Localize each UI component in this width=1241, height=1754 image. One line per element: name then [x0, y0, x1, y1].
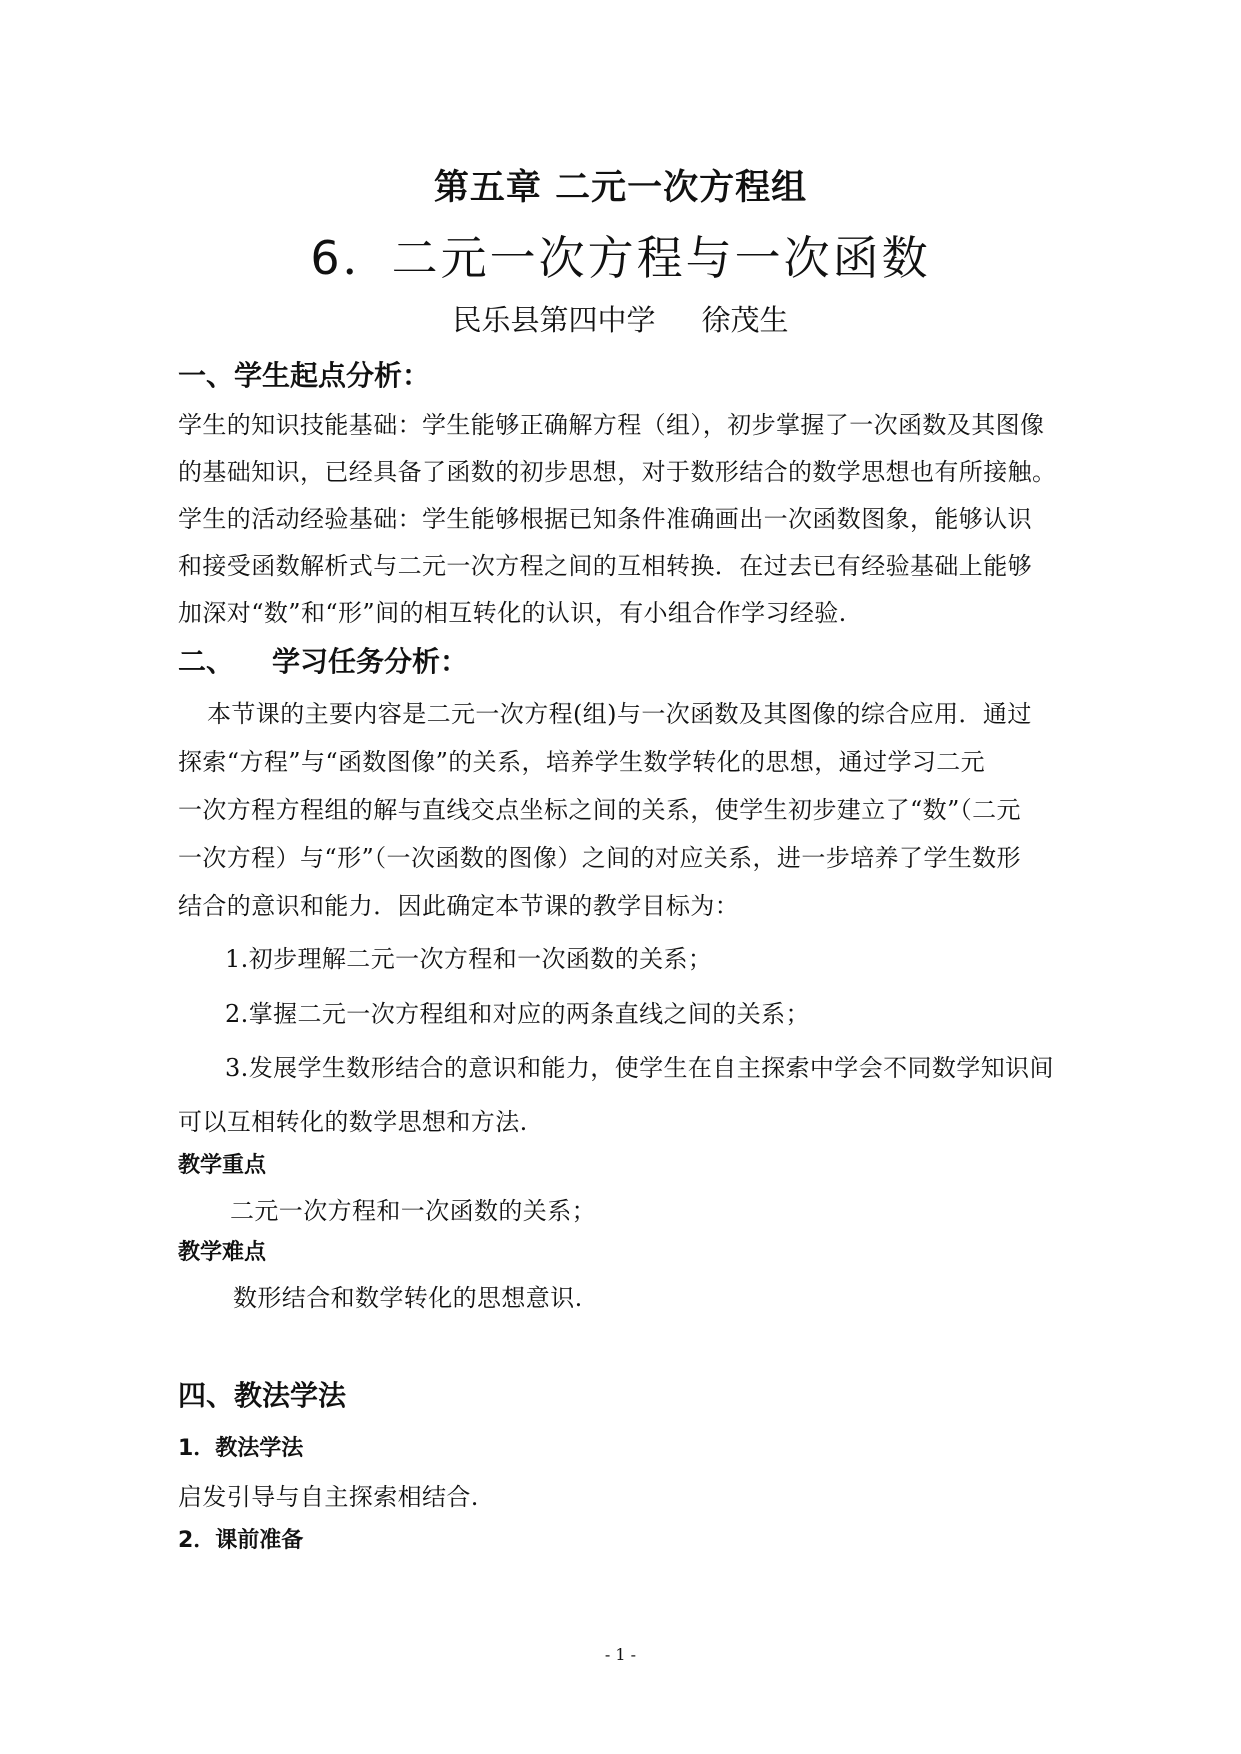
- method-text: 启发引导与自主探索相结合.: [178, 1483, 479, 1511]
- teaching-goal: 1.初步理解二元一次方程和一次函数的关系；: [225, 945, 713, 973]
- author-line: [0, 298, 1241, 339]
- section2-heading-text: 学习任务分析：: [272, 645, 469, 678]
- difficulty-label: 教学难点: [178, 1240, 267, 1265]
- lesson-title: 6．二元一次方程与一次函数: [310, 231, 931, 285]
- teaching-goal: 2.掌握二元一次方程组和对应的两条直线之间的关系；: [225, 1000, 810, 1028]
- section2-line: 一次方程）与“形”（一次函数的图像）之间的对应关系，进一步培养了学生数形: [178, 844, 1021, 872]
- key-point-label: 教学重点: [178, 1153, 267, 1178]
- preparation-label: 2．课前准备: [178, 1528, 304, 1553]
- section1-line: 和接受函数解析式与二元一次方程之间的互相转换．在过去已有经验基础上能够: [178, 552, 1032, 580]
- author-name: 徐茂生: [701, 303, 789, 337]
- section1-heading: 一、学生起点分析：: [178, 359, 431, 392]
- chapter-title: 第五章 二元一次方程组: [433, 168, 808, 208]
- difficulty-text: 数形结合和数学转化的思想意识.: [233, 1284, 583, 1312]
- page-number: - 1 -: [604, 1645, 637, 1664]
- section2-line: 探索“方程”与“函数图像”的关系，培养学生数学转化的思想，通过学习二元: [178, 748, 986, 776]
- section2-heading: [178, 640, 468, 680]
- section2-line: 本节课的主要内容是二元一次方程(组)与一次函数及其图像的综合应用．通过: [207, 700, 1032, 728]
- section1-line: 加深对“数”和“形”间的相互转化的认识，有小组合作学习经验.: [178, 599, 847, 627]
- section2-heading-prefix: 二、: [178, 645, 235, 678]
- section2-line: 结合的意识和能力．因此确定本节课的教学目标为：: [178, 892, 740, 920]
- key-point-text: 二元一次方程和一次函数的关系；: [230, 1197, 596, 1225]
- section1-line: 学生的知识技能基础：学生能够正确解方程（组），初步掌握了一次函数及其图像: [178, 411, 1045, 439]
- section1-line: 学生的活动经验基础：学生能够根据已知条件准确画出一次函数图象，能够认识: [178, 505, 1032, 533]
- method-label: 1．教法学法: [178, 1436, 304, 1461]
- section2-line: 一次方程方程组的解与直线交点坐标之间的关系，使学生初步建立了“数”（二元: [178, 796, 1021, 824]
- teaching-goal: 可以互相转化的数学思想和方法.: [178, 1108, 528, 1136]
- teaching-goal: 3.发展学生数形结合的意识和能力，使学生在自主探索中学会不同数学知识间: [225, 1054, 1054, 1082]
- section4-heading: 四、教法学法: [178, 1379, 347, 1412]
- school-name: 民乐县第四中学: [452, 303, 656, 337]
- section1-line: 的基础知识，已经具备了函数的初步思想，对于数形结合的数学思想也有所接触。: [178, 458, 1057, 486]
